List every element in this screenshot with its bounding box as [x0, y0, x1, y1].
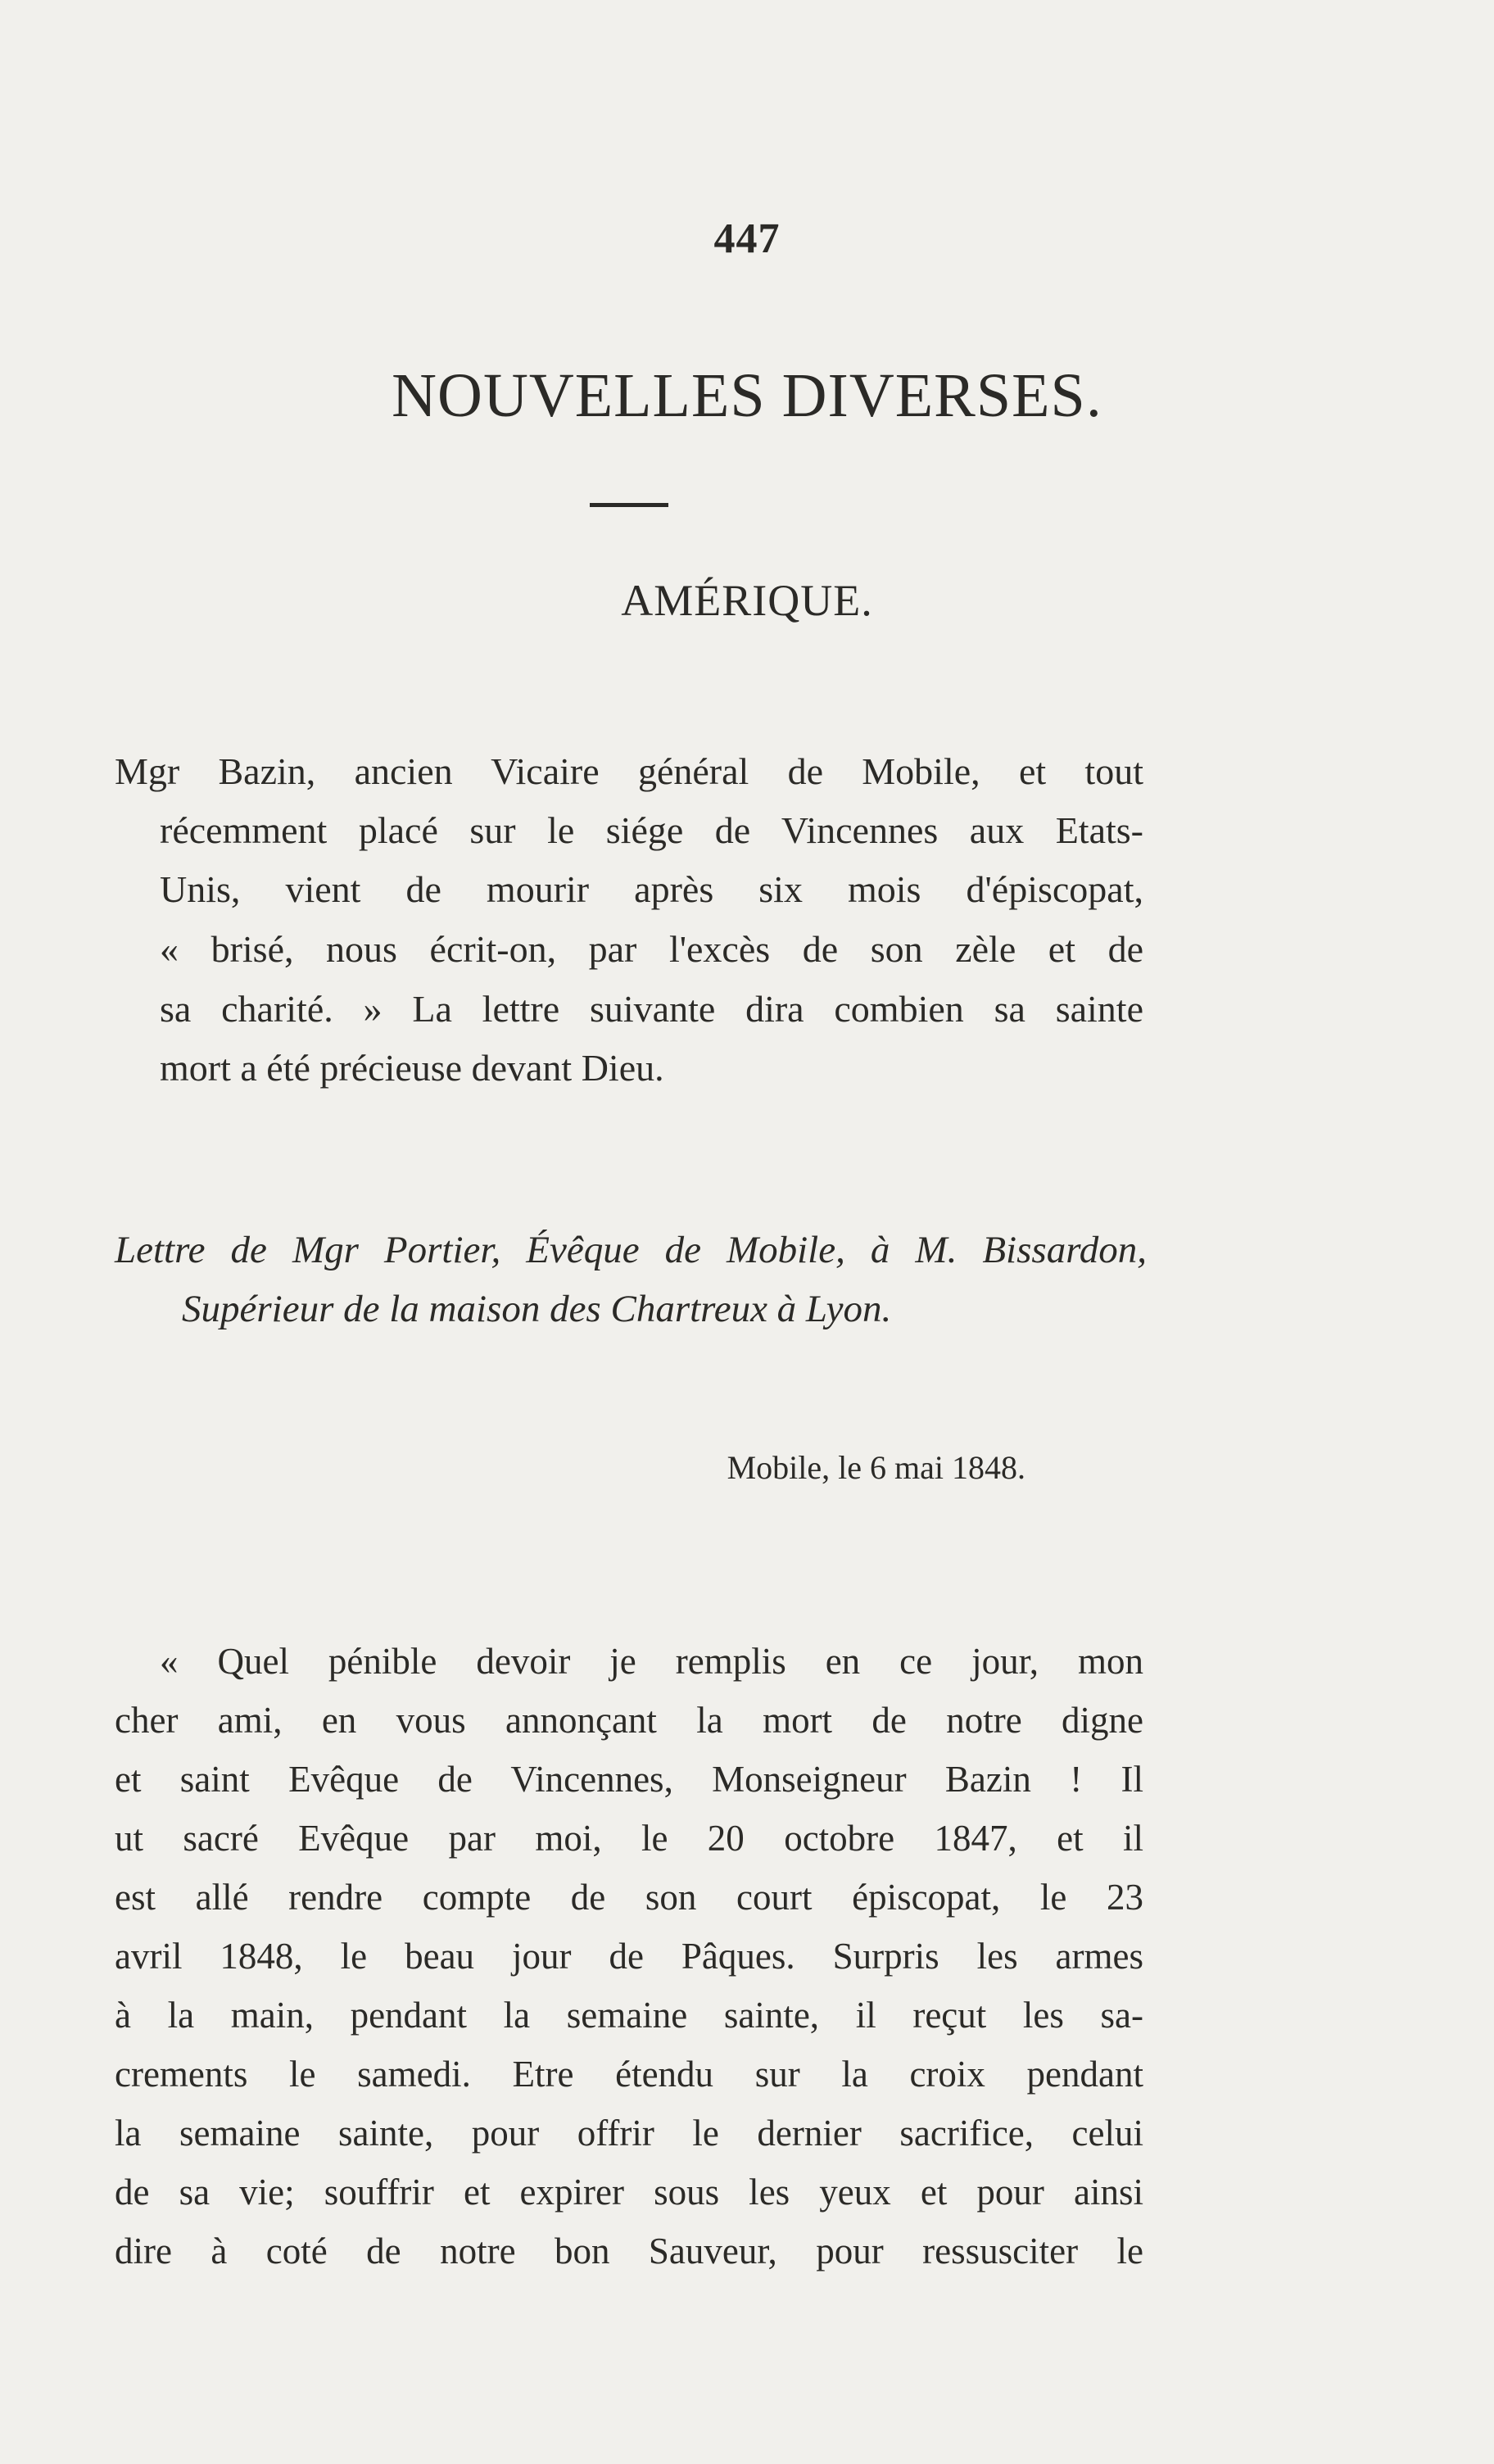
- body-line: dire à coté de notre bon Sauveur, pour ressusciter le: [115, 2231, 1143, 2272]
- letter-heading-line: Supérieur de la maison des Chartreux à Lyon.: [182, 1288, 892, 1330]
- intro-line: mort a été précieuse devant Dieu.: [160, 1047, 664, 1089]
- page-title: NOUVELLES DIVERSES.: [392, 361, 1102, 430]
- title-divider: [590, 503, 668, 507]
- intro-line: « brisé, nous écrit-on, par l'excès de son zèle et de: [160, 928, 1143, 970]
- letter-dateline: Mobile, le 6 mai 1848.: [727, 1449, 1025, 1486]
- body-line: cher ami, en vous annonçant la mort de notre digne: [115, 1700, 1143, 1741]
- intro-line: Unis, vient de mourir après six mois d'épiscopat,: [160, 868, 1143, 910]
- page-number: 447: [713, 215, 781, 262]
- intro-line: sa charité. » La lettre suivante dira combien sa sainte: [160, 988, 1143, 1030]
- intro-line: Mgr Bazin, ancien Vicaire général de Mobile, et tout: [115, 750, 1143, 792]
- body-line: est allé rendre compte de son court épiscopat, le 23: [115, 1877, 1143, 1918]
- letter-heading-line: Lettre de Mgr Portier, Évêque de Mobile, à M. Bissardon,: [115, 1229, 1147, 1271]
- body-line: ut sacré Evêque par moi, le 20 octobre 1847, et il: [115, 1818, 1143, 1859]
- body-line: avril 1848, le beau jour de Pâques. Surpris les armes: [115, 1936, 1143, 1977]
- body-line: de sa vie; souffrir et expirer sous les yeux et pour ainsi: [115, 2172, 1143, 2213]
- body-line: à la main, pendant la semaine sainte, il reçut les sa-: [115, 1995, 1143, 2036]
- body-line: crements le samedi. Etre étendu sur la croix pendant: [115, 2054, 1143, 2095]
- body-line: la semaine sainte, pour offrir le dernier sacrifice, celui: [115, 2113, 1143, 2154]
- body-line: et saint Evêque de Vincennes, Monseigneur Bazin ! Il: [115, 1759, 1143, 1800]
- section-heading: AMÉRIQUE.: [621, 576, 873, 625]
- body-line: « Quel pénible devoir je remplis en ce jour, mon: [160, 1641, 1143, 1682]
- intro-line: récemment placé sur le siége de Vincennes aux Etats-: [160, 809, 1143, 851]
